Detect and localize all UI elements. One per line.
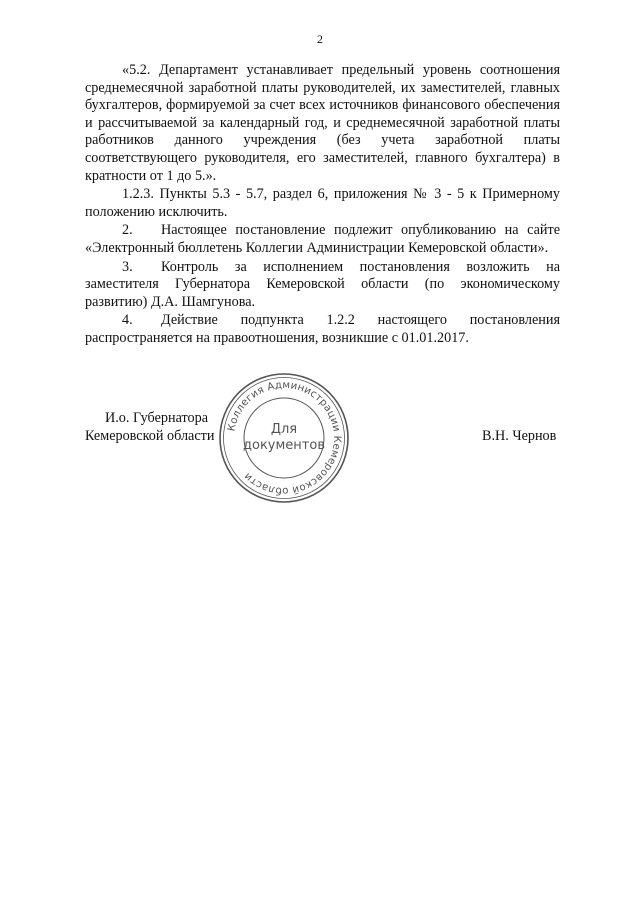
- paragraph-2-publication: 2. Настоящее постановление подлежит опубликованию на сайте «Электронный бюллетень Коллегии Администрации Кемеровской области».: [85, 222, 560, 256]
- stamp-center-line2: документов: [243, 438, 325, 453]
- signatory-title-line2: Кемеровской области: [85, 428, 215, 444]
- signatory-title-line1: И.о. Губернатора: [105, 410, 208, 426]
- official-stamp: [218, 372, 350, 504]
- paragraph-1-2-3: 1.2.3. Пункты 5.3 - 5.7, раздел 6, приложения № 3 - 5 к Примерному положению исключить.: [85, 186, 560, 220]
- signatory-name: В.Н. Чернов: [482, 428, 557, 444]
- paragraph-5-2: «5.2. Департамент устанавливает предельный уровень соотношения среднемесячной заработной платы руководителей, их заместителей, главных бухгалтеров, формируемой за счет всех источников финансового обеспечения и рассчитываемой за календарный год, и среднемесячной заработной платы работников данного учреждения (без учета заработной платы соответствующего руководителя, его заместителей, главного бухгалтера) в кратности от 1 до 5.».: [85, 62, 560, 184]
- page-number: 2: [317, 32, 323, 46]
- signatory-title: [85, 409, 214, 445]
- document-body: [85, 62, 560, 348]
- stamp-center-line1: Для: [270, 422, 298, 437]
- stamp-ring-text: Коллегия Администрации Кемеровской области: [226, 379, 343, 497]
- paragraph-3-control: 3. Контроль за исполнением постановления возложить на заместителя Губернатора Кемеровской области (по экономическому развитию) Д.А. Шамгунова.: [85, 258, 560, 310]
- paragraph-4-effect: 4. Действие подпункта 1.2.2 настоящего постановления распространяется на правоотношения, возникшие с 01.01.2017.: [85, 312, 560, 346]
